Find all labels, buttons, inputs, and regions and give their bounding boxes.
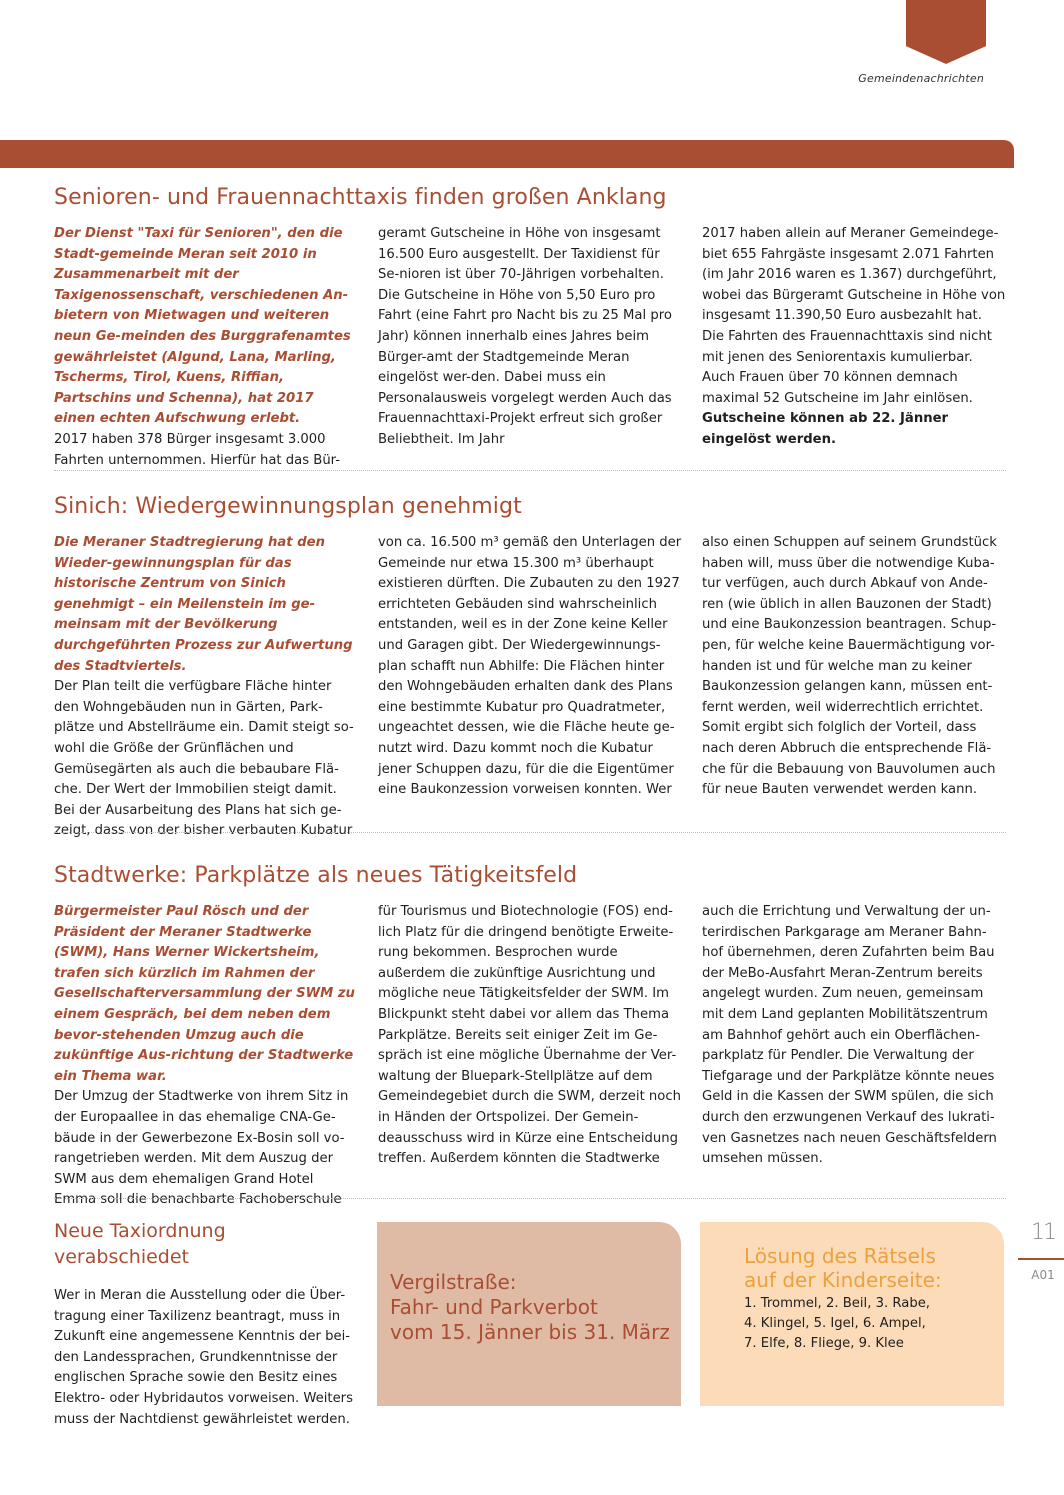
article-body: geramt Gutscheine in Höhe von insgesamt 16.500 Euro ausgestellt. Der Taxidienst für Se-nioren ist über 70-Jährigen vorbehalten. Die Gutscheine in Höhe von 5,50 Euro pro Fahrt (eine Fahrt pro Nacht bis zu 25 Mal pro Jahr) können innerhalb eines Jahres beim Bürger-amt der Stadtgemeinde Meran eingelöst wer-den. Dabei muss ein Personalausweis vorgelegt werden Auch das Frauennachttaxi-Projekt erfreut sich großer Beliebtheit. Im Jahr <box>378 226 672 447</box>
article-body: 2017 haben allein auf Meraner Gemeindege-biet 655 Fahrgäste insgesamt 2.071 Fahrten (im Jahr 2016 waren es 1.367) durchgeführt, wobei das Bürgeramt Gutscheine in Höhe von insgesamt 11.390,50 Euro ausbezahlt hat. Die Fahrten des Frauennachttaxis sind nicht mit jenen des Seniorentaxis kumulierbar. Auch Frauen über 70 können demnach maximal 52 Gutscheine im Jahr einlösen. <box>702 226 1006 406</box>
article-title: Sinich: Wiedergewinnungsplan genehmigt <box>54 494 522 519</box>
header-band <box>0 140 1014 168</box>
article-column-1 <box>54 224 358 471</box>
article-column-3 <box>702 224 1006 471</box>
solution-answers <box>744 1294 994 1354</box>
notice-text <box>390 1270 680 1345</box>
taxiordnung-box <box>54 1218 360 1430</box>
vergilstrasse-notice-box <box>377 1222 681 1406</box>
article-lead: Bürgermeister Paul Rösch und der Präsident der Meraner Stadtwerke (SWM), Hans Werner Wickertsheim, trafen sich kürzlich im Rahmen der Gesellschafterversammlung der SWM zu einem Gespräch, bei dem neben dem bevor-stehenden Umzug auch die zukünftige Aus-richtung der Stadtwerke ein Thema war. <box>54 904 355 1084</box>
article-body: also einen Schuppen auf seinem Grundstück haben will, muss über die notwendige Kuba-tur verfügen, auch durch Abkauf von Ande-ren (wie üblich in allen Bauzonen der Stadt) und eine Baukonzession beantragen. Schup-pen, für welche keine Bauermächtigung vor-handen ist und für welche man zu keiner Baukonzession gelangen kann, müssen ent-fernt werden, weil widerrechtlich errichtet. Somit ergibt sich folglich der Vorteil, dass nach deren Abbruch die entsprechende Flä-che für die Bebauung von Bauvolumen auch für neue Bauten verwendet werden kann. <box>702 535 997 798</box>
raetsel-solution-box <box>700 1222 1004 1406</box>
solution-answers-line: 4. Klingel, 5. Igel, 6. Ampel, <box>744 1316 926 1331</box>
section-divider <box>54 470 1006 471</box>
article-title: Senioren- und Frauennachttaxis finden großen Anklang <box>54 185 667 210</box>
edition-label: A01 <box>1031 1268 1055 1282</box>
article-senioren-taxi <box>54 184 1006 471</box>
article-columns <box>54 902 1006 1211</box>
article-stadtwerke <box>54 862 1006 1211</box>
notice-line-period: vom 15. Jänner bis 31. März <box>390 1320 670 1344</box>
article-body: auch die Errichtung und Verwaltung der un-terirdischen Parkgarage am Meraner Bahn-hof übernehmen, deren Zufahrten beim Bau der MeBo-Ausfahrt Meran-Zentrum bereits angelegt wurden. Zum neuen, gemeinsam mit dem Land geplanten Mobilitätszentrum am Bahnhof gehört auch ein Oberflächen-parkplatz für Pendler. Die Verwaltung der Tiefgarage und der Parkplätze könnte neues Geld in die Kassen der SWM spülen, die sich durch den erzwungenen Verkauf des lukrati-ven Gasnetzes nach neuen Geschäftsfeldern umsehen müssen. <box>702 904 997 1167</box>
solution-title <box>744 1244 994 1292</box>
article-column-1 <box>54 533 358 842</box>
section-divider <box>54 1198 1006 1199</box>
article-title: Stadtwerke: Parkplätze als neues Tätigkeitsfeld <box>54 863 578 888</box>
article-column-2 <box>378 902 682 1211</box>
article-column-2 <box>378 533 682 842</box>
article-column-3 <box>702 533 1006 842</box>
solution-answers-line: 7. Elfe, 8. Fliege, 9. Klee <box>744 1336 904 1351</box>
page-number: 11 <box>1031 1220 1055 1245</box>
box-title: Neue Taxiordnung verabschiedet <box>54 1220 226 1268</box>
article-columns <box>54 533 1006 842</box>
article-columns <box>54 224 1006 471</box>
notice-line-street: Vergilstraße: <box>390 1270 517 1294</box>
article-column-2 <box>378 224 682 471</box>
solution-title-line: auf der Kinderseite: <box>744 1268 942 1292</box>
solution-answers-line: 1. Trommel, 2. Beil, 3. Rabe, <box>744 1296 930 1311</box>
section-divider <box>54 832 1006 833</box>
article-lead: Die Meraner Stadtregierung hat den Wieder-gewinnungsplan für das historische Zentrum von Sinich genehmigt – ein Meilenstein im ge-meinsam mit der Bevölkerung durchgeführten Prozess zur Aufwertung des Stadtviertels. <box>54 535 353 674</box>
article-body: von ca. 16.500 m³ gemäß den Unterlagen der Gemeinde nur etwa 15.300 m³ überhaupt existieren dürften. Die Zubauten zu den 1927 errichteten Gebäuden sind wahrscheinlich entstanden, weil es in der Zone keine Keller und Garagen gibt. Der Wiedergewinnungs-plan schafft nun Abhilfe: Die Flächen hinter den Wohngebäuden erhalten dank des Plans eine bestimmte Kubatur pro Quadratmeter, ungeachtet dessen, wie die Fläche heute ge-nutzt wird. Dazu kommt noch die Kubatur jener Schuppen dazu, für die die Eigentümer eine Baukonzession vorweisen konnten. Wer <box>378 535 682 798</box>
article-body: Der Plan teilt die verfügbare Fläche hinter den Wohngebäuden nun in Gärten, Park-plätze und Abstellräume ein. Damit steigt so-wohl die Größe der Grünflächen und Gemüsegärten als auch die bebaubare Flä-che. Der Wert der Immobilien steigt damit. Bei der Ausarbeitung des Plans hat sich ge-zeigt, dass von der bisher verbauten Kubatur <box>54 679 354 839</box>
article-column-1 <box>54 902 358 1211</box>
article-body: für Tourismus und Biotechnologie (FOS) end-lich Platz für die dringend benötigte Erweite-rung bekommen. Besprochen wurde außerdem die zukünftige Ausrichtung und mögliche neue Tätigkeitsfelder der SWM. Im Blickpunkt steht dabei vor allem das Thema Parkplätze. Bereits seit einiger Zeit im Ge-spräch ist eine mögliche Übernahme der Ver-waltung der Bluepark-Stellplätze auf dem Gemeindegebiet durch die SWM, derzeit noch in Händen der Ortspolizei. Der Gemein-deausschuss wird in Kürze eine Entscheidung treffen. Außerdem könnten die Stadtwerke <box>378 904 681 1167</box>
solution-title-line: Lösung des Rätsels <box>744 1244 936 1268</box>
box-text: Wer in Meran die Ausstellung oder die Über-tragung einer Taxilizenz beantragt, muss in Zukunft eine angemessene Kenntnis der bei-den Landessprachen, Grundkenntnisse der englischen Sprache sowie den Besitz eines Elektro- oder Hybridautos vorweisen. Weiters muss der Nachtdienst gewährleistet werden. <box>54 1288 353 1427</box>
page-number-rule <box>1018 1258 1064 1260</box>
article-lead: Der Dienst "Taxi für Senioren", den die Stadt-gemeinde Meran seit 2010 in Zusammenarbeit mit der Taxigenossenschaft, verschiedenen An-bietern von Mietwagen und weiteren neun Ge-meinden des Burggrafenamtes gewährleistet (Algund, Lana, Marling, Tscherms, Tirol, Kuens, Riffian, Partschins und Schenna), hat 2017 einen echten Aufschwung erlebt. <box>54 226 351 427</box>
article-body: Der Umzug der Stadtwerke von ihrem Sitz in der Europaallee in das ehemalige CNA-Ge-bäude in der Gewerbezone Ex-Bosin soll vo-rangetrieben werden. Mit dem Auszug der SWM aus dem ehemaligen Grand Hotel Emma soll die benachbarte Fachoberschule <box>54 1089 349 1208</box>
article-sinich-plan <box>54 493 1006 842</box>
article-column-3 <box>702 902 1006 1211</box>
section-tab-marker <box>906 0 986 64</box>
article-body: 2017 haben 378 Bürger insgesamt 3.000 Fahrten unternommen. Hierfür hat das Bür- <box>54 431 341 468</box>
notice-line-restriction: Fahr- und Parkverbot <box>390 1295 598 1319</box>
section-label: Gemeindenachrichten <box>858 72 984 85</box>
article-highlight: Gutscheine können ab 22. Jänner eingelöst werden. <box>702 411 949 447</box>
